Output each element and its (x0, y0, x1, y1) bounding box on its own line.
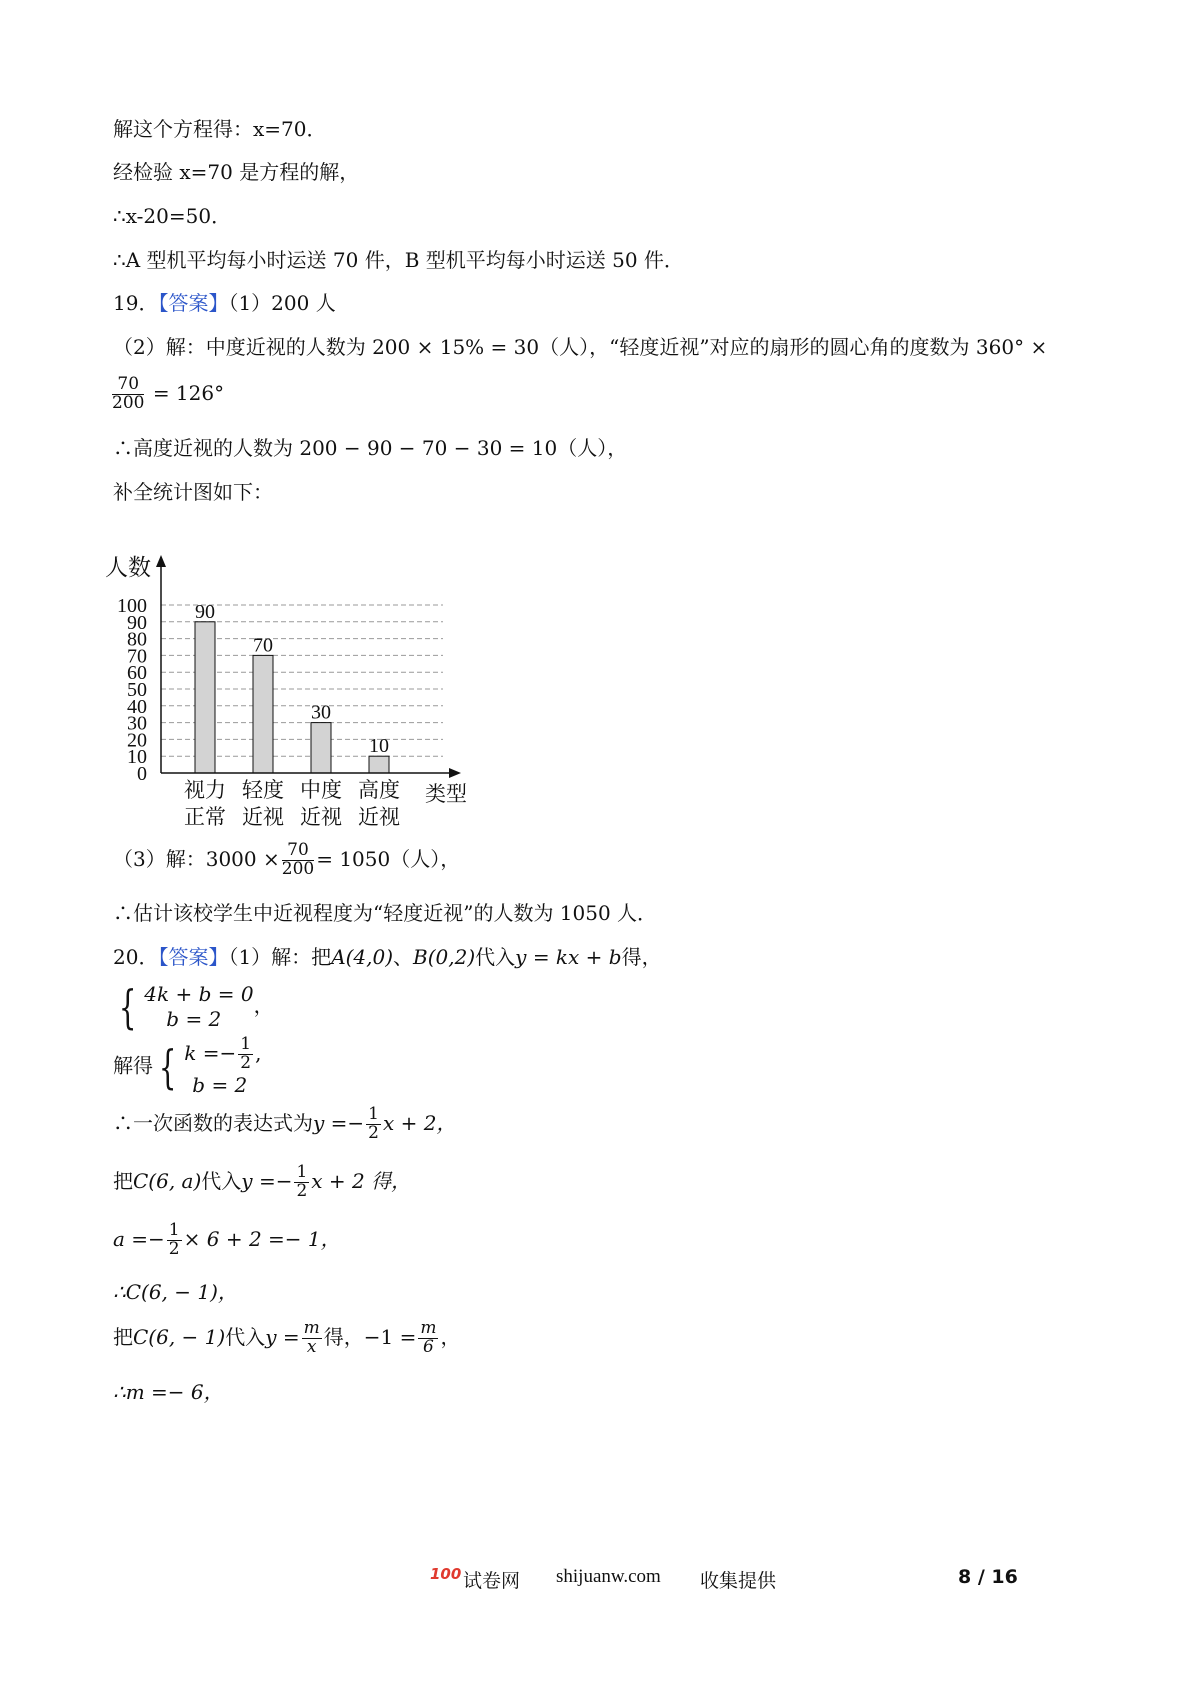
y-tick-label: 80 (127, 628, 147, 651)
y-tick-label: 60 (127, 662, 147, 685)
x-axis-arrow (449, 768, 461, 778)
m-tail: ， (440, 1324, 461, 1349)
y-tick-label: 90 (127, 611, 147, 634)
frac-den: 2 (240, 1052, 252, 1073)
q20-answer-part1 (113, 945, 662, 969)
frac-num: 1 (368, 1104, 379, 1124)
chart-bars (195, 622, 389, 773)
bar-chart (105, 545, 485, 845)
bar (311, 723, 331, 773)
q19-high-myopia: ∴高度近视的人数为 200 − 90 − 70 − 30 = 10（人）， (113, 436, 628, 460)
expr-b: x + 2， (383, 1110, 457, 1135)
y-tick-label: 50 (127, 679, 147, 701)
frac-num: 1 (168, 1220, 180, 1240)
y-tick-label: 0 (137, 763, 147, 785)
sys1-row2: b = 2 (166, 1007, 222, 1031)
point-b: B(0,2) (413, 945, 476, 969)
fraction-70-200-b (282, 842, 314, 879)
q19-part2: （2）解：中度近视的人数为 200 × 15% = 30（人），“轻度近视”对应的扇形的圆心角的度数为 360° × (113, 335, 1048, 359)
frac-den: 2 (368, 1122, 379, 1143)
line-check-solution: 经检验 x=70 是方程的解， (113, 160, 360, 184)
fraction-70-200 (112, 376, 144, 413)
fraction-one-half (167, 1222, 182, 1259)
data-label: 90 (195, 600, 215, 623)
x-tick-label: 视力 (184, 778, 226, 802)
y-tick-label: 30 (127, 712, 147, 735)
q19-complete-chart: 补全统计图如下： (113, 480, 273, 504)
m-mid: 代入 (225, 1324, 266, 1349)
frac-den: 2 (296, 1180, 308, 1201)
q19-part2-fraction-line (110, 376, 224, 413)
bar (369, 756, 389, 773)
solve-prefix: 解得 (113, 1053, 153, 1078)
q20-p1a: （1）解：把 (228, 945, 332, 969)
frac-num: 70 (282, 842, 314, 861)
frac-den: 2 (168, 1238, 180, 1259)
a-a: a =− (113, 1226, 165, 1251)
frac-num: m (420, 1318, 437, 1338)
line-conclusion-18: ∴A 型机平均每小时运送 70 件，B 型机平均每小时运送 50 件． (113, 248, 684, 272)
q20-system1 (113, 982, 274, 1032)
frac-den: 200 (281, 858, 315, 879)
site-logo (429, 1564, 463, 1584)
data-label: 10 (369, 735, 389, 758)
q20-number: 20． (113, 945, 159, 969)
frac-num: 70 (112, 376, 144, 395)
left-brace: { (118, 980, 137, 1034)
frac-num: 1 (296, 1162, 308, 1182)
fraction-one-half (294, 1164, 309, 1201)
x-tick-label: 正常 (184, 805, 226, 829)
m-prefix: 把 (113, 1324, 133, 1349)
q20-p1g: 得， (621, 945, 662, 969)
x-axis-label: 类型 (425, 782, 467, 806)
frac-den: 200 (112, 392, 145, 413)
q20-m-result: ∴m =− 6， (113, 1380, 224, 1404)
point-a: A(4,0) (331, 945, 394, 969)
sys1-tail: ， (253, 993, 274, 1018)
footer-domain[interactable]: shijuanw.com (556, 1566, 661, 1587)
y-tick-label: 70 (127, 645, 147, 668)
q20-point-c: ∴C(6, − 1)， (113, 1280, 238, 1304)
angle-result: = 126° (152, 380, 225, 405)
m-point: C(6, − 1) (133, 1324, 226, 1349)
q19-estimate: ∴估计该校学生中近视程度为“轻度近视”的人数为 1050 人． (113, 901, 658, 925)
fraction-m-6 (418, 1320, 438, 1357)
line-x-minus-20: ∴x-20=50． (113, 204, 232, 228)
part3-tail: = 1050（人）， (316, 846, 461, 871)
a-b: × 6 + 2 =− 1， (183, 1226, 341, 1251)
m-got: 得，−1 = (323, 1324, 417, 1349)
x-tick-label: 近视 (358, 805, 400, 829)
q20-substitute-m (113, 1320, 460, 1357)
m-y: y = (265, 1324, 300, 1349)
fraction-one-half (366, 1106, 381, 1143)
y-tick-label: 20 (127, 729, 147, 752)
c-prefix: 把 (113, 1168, 133, 1193)
point-c: C(6, a) (133, 1168, 202, 1193)
y-axis-label: 人数 (105, 555, 151, 580)
data-label: 70 (253, 634, 273, 657)
frac-num: m (303, 1318, 320, 1338)
page-number: 8 / 16 (958, 1566, 1018, 1588)
expr-a: y =− (313, 1110, 365, 1135)
q20-p1e: 代入 (475, 945, 516, 969)
bar (253, 655, 273, 773)
bar (195, 622, 215, 773)
y-tick-label: 40 (127, 695, 147, 718)
frac-den: 6 (422, 1336, 434, 1357)
sys2-row2: b = 2 (192, 1072, 248, 1097)
footer-note: 收集提供 (700, 1571, 777, 1592)
q19-part3 (113, 842, 460, 879)
fraction-one-half (238, 1036, 253, 1073)
part3-prefix: （3）解：3000 × (113, 846, 280, 871)
chart-labels (105, 555, 467, 829)
q20-substitute-c (113, 1164, 411, 1201)
q19-answer-tag: 【答案】 (158, 291, 229, 315)
solution-system (153, 1036, 261, 1098)
line-equation-solution: 解这个方程得：x=70． (113, 117, 327, 141)
y-axis-arrow (156, 555, 166, 567)
q19-part1: （1）200 人 (228, 291, 336, 315)
x-tick-label: 近视 (300, 805, 342, 829)
x-tick-label: 近视 (242, 805, 284, 829)
sys1-row1: 4k + b = 0 (144, 982, 254, 1006)
expr-prefix: ∴一次函数的表达式为 (113, 1110, 313, 1135)
c-b: x + 2 得， (311, 1168, 412, 1193)
q20-a-value (113, 1222, 341, 1259)
equation-system (113, 982, 254, 1032)
q20-p1c: 、 (393, 945, 414, 969)
sys2-row1a: k =− (184, 1040, 237, 1065)
q20-expression (113, 1106, 456, 1143)
left-brace: { (158, 1039, 177, 1094)
y-tick-label: 10 (127, 746, 147, 769)
x-tick-label: 高度 (358, 778, 400, 802)
y-tick-label: 100 (117, 595, 147, 617)
q19-number: 19． (113, 291, 159, 315)
x-tick-label: 中度 (300, 778, 342, 802)
frac-den: x (306, 1336, 317, 1357)
q20-answer-tag: 【答案】 (158, 945, 229, 969)
logo-text: 100 (430, 1565, 462, 1583)
frac-num: 1 (240, 1034, 252, 1054)
data-label: 30 (311, 701, 331, 724)
q20-system2 (113, 1036, 261, 1098)
c-mid: 代入 (201, 1168, 242, 1193)
fraction-m-x (302, 1320, 322, 1357)
sys2-row1b: , (255, 1040, 262, 1065)
q19-answer-part1 (113, 291, 336, 315)
x-tick-label: 轻度 (242, 778, 284, 802)
c-a: y =− (241, 1168, 293, 1193)
linear-formula: y = kx + b (515, 945, 622, 969)
footer-site-name: 试卷网 (463, 1571, 521, 1592)
